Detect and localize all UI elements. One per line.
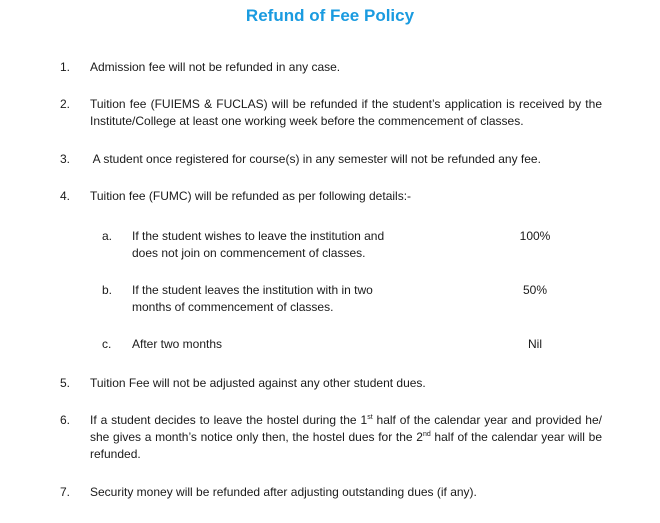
item-number: 2.	[60, 97, 71, 111]
ordinal-suffix: nd	[422, 431, 431, 438]
item-text: Tuition Fee will not be adjusted against any other student dues.	[90, 376, 426, 390]
item-text	[90, 412, 602, 463]
item-number: 7.	[60, 485, 71, 499]
item-number: 4.	[60, 189, 71, 203]
detail-line: If the student leaves the institution with in two	[132, 283, 373, 297]
page-title: Refund of Fee Policy	[245, 6, 415, 25]
item-number: 3.	[60, 152, 71, 166]
detail-line: If the student wishes to leave the institution and	[132, 229, 385, 243]
detail-letter: b.	[102, 283, 113, 297]
item-text-part: half of the calendar year and provided he/ she gives a month’s notice only then, the hostel dues for the 2	[90, 413, 602, 444]
detail-line: After two months	[132, 337, 223, 351]
detail-description	[132, 336, 422, 353]
item-number: 1.	[60, 60, 71, 74]
item-text: Tuition fee (FUMC) will be refunded as per following details:-	[90, 189, 412, 203]
detail-letter: a.	[102, 229, 113, 243]
item-text: A student once registered for course(s) in any semester will not be refunded any fee.	[90, 152, 541, 166]
detail-description	[132, 282, 422, 316]
ordinal-suffix: st	[367, 414, 373, 421]
item-text-part: half of the calendar year will be refunded.	[90, 430, 602, 461]
item-number: 5.	[60, 376, 71, 390]
detail-line: months of commencement of classes.	[132, 300, 334, 314]
detail-line: does not join on commencement of classes.	[132, 246, 366, 260]
refund-percentage: Nil	[528, 337, 542, 351]
refund-percentage: 100%	[519, 229, 551, 243]
refund-percentage: 50%	[522, 283, 548, 297]
detail-letter: c.	[102, 337, 112, 351]
item-number: 6.	[60, 413, 71, 427]
item-text: Tuition fee (FUIEMS & FUCLAS) will be refunded if the student’s application is received by the Institute/College at least one working week before the commencement of classes.	[90, 97, 602, 128]
detail-description	[132, 228, 422, 262]
item-text: Security money will be refunded after adjusting outstanding dues (if any).	[90, 485, 477, 499]
item-text-part: If a student decides to leave the hostel during the 1	[90, 413, 368, 427]
item-text: Admission fee will not be refunded in any case.	[90, 60, 341, 74]
